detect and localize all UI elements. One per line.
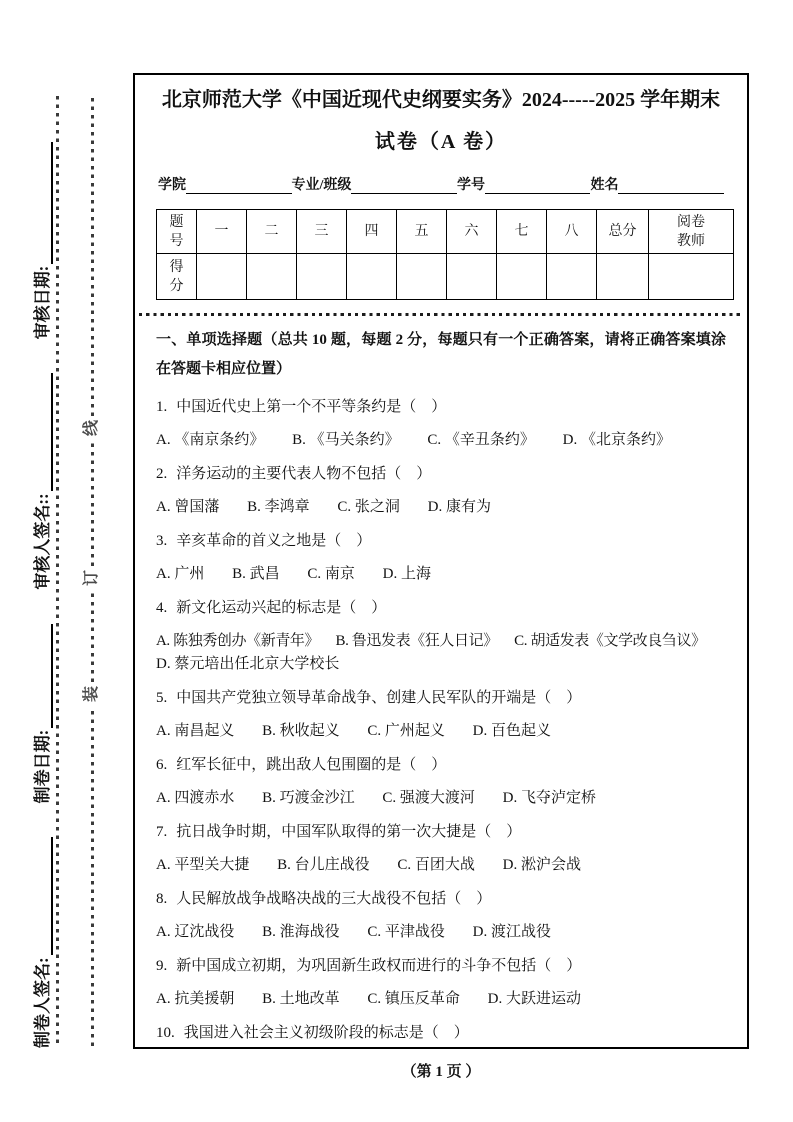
question-options xyxy=(156,922,726,943)
score-table-score-row xyxy=(157,254,734,300)
option-c: C. 平津战役 xyxy=(367,924,445,940)
section-heading: 一、单项选择题（总共 10 题，每题 2 分，每题只有一个正确答案，请将正确答案填涂在答题卡相应位置） xyxy=(156,332,726,377)
binding-char-zhuang: 装 xyxy=(83,685,100,702)
score-col-2: 二 xyxy=(247,210,297,254)
seal-dotted-line xyxy=(56,96,59,1046)
question-options-continued xyxy=(156,654,726,675)
score-col-8: 八 xyxy=(547,210,597,254)
option-b: B. 土地改革 xyxy=(262,991,340,1007)
binding-dots xyxy=(91,96,94,416)
seal-label-review-date xyxy=(28,142,53,340)
field-student-id-label: 学号 xyxy=(456,178,485,193)
option-d: D. 大跃进运动 xyxy=(487,991,581,1007)
exam-sheet xyxy=(133,73,749,1049)
question-4 xyxy=(156,598,726,675)
question-options xyxy=(156,430,726,451)
option-c: C. 胡适发表《文学改良刍议》 xyxy=(514,633,706,649)
field-name xyxy=(590,174,724,194)
score-row-header: 得分 xyxy=(157,254,197,300)
score-col-5: 五 xyxy=(397,210,447,254)
score-cell xyxy=(649,254,734,300)
question-options xyxy=(156,989,726,1010)
seal-label-text: 制卷人签名: xyxy=(32,957,52,1048)
option-c: C. 镇压反革命 xyxy=(367,991,460,1007)
date-blank xyxy=(38,624,53,728)
question-number: 10. xyxy=(156,1025,175,1041)
seal-label-text: 审核日期: xyxy=(32,265,52,340)
binding-dots xyxy=(91,440,94,566)
option-b: B. 台儿庄战役 xyxy=(277,857,370,873)
option-d: D. 蔡元培出任北京大学校长 xyxy=(156,656,340,672)
score-cell xyxy=(247,254,297,300)
question-section xyxy=(156,326,726,1044)
student-info-line xyxy=(156,174,726,194)
question-stem: 新文化运动兴起的标志是（ ） xyxy=(176,600,387,616)
question-7 xyxy=(156,822,726,876)
score-cell xyxy=(597,254,649,300)
exam-title-line2: 试卷（A 卷） xyxy=(374,131,508,153)
question-number: 5. xyxy=(156,690,168,706)
score-col-6: 六 xyxy=(447,210,497,254)
question-stem: 我国进入社会主义初级阶段的标志是（ ） xyxy=(183,1025,469,1041)
field-name-blank xyxy=(618,180,724,194)
question-stem: 人民解放战争战略决战的三大战役不包括（ ） xyxy=(176,891,492,907)
binding-char-ding: 订 xyxy=(83,569,100,586)
signature-blank xyxy=(38,373,53,491)
option-b: B. 鲁迅发表《狂人日记》 xyxy=(335,633,498,649)
question-number: 9. xyxy=(156,958,168,974)
question-options xyxy=(156,721,726,742)
option-d: D. 淞沪会战 xyxy=(502,857,581,873)
question-options xyxy=(156,564,726,585)
question-number: 8. xyxy=(156,891,168,907)
seal-label-text: 审核人签名:: xyxy=(32,493,52,590)
dotted-separator xyxy=(139,313,743,316)
option-a: A. 陈独秀创办《新青年》 xyxy=(156,633,320,649)
option-d: D. 上海 xyxy=(382,566,431,582)
option-a: A. 曾国藩 xyxy=(156,499,220,515)
question-number: 2. xyxy=(156,466,168,482)
field-student-id-blank xyxy=(485,180,591,194)
field-major-class-blank xyxy=(351,180,457,194)
option-b: B. 秋收起义 xyxy=(262,723,340,739)
field-name-label: 姓名 xyxy=(590,178,619,193)
binding-dots xyxy=(91,590,94,682)
question-stem: 抗日战争时期，中国军队取得的第一次大捷是（ ） xyxy=(176,824,522,840)
option-a: A. 平型关大捷 xyxy=(156,857,250,873)
question-9 xyxy=(156,956,726,1010)
field-college-label: 学院 xyxy=(158,178,186,193)
question-stem: 辛亥革命的首义之地是（ ） xyxy=(176,533,372,549)
question-stem: 新中国成立初期，为巩固新生政权而进行的斗争不包括（ ） xyxy=(176,958,582,974)
field-college-blank xyxy=(186,180,292,194)
option-c: C. 强渡大渡河 xyxy=(382,790,475,806)
score-col-grader: 阅卷教师 xyxy=(649,210,734,254)
question-stem: 中国近代史上第一个不平等条约是（ ） xyxy=(176,399,447,415)
option-a: A. 广州 xyxy=(156,566,205,582)
option-a: A. 南昌起义 xyxy=(156,723,235,739)
question-8 xyxy=(156,889,726,943)
question-options xyxy=(156,497,726,518)
question-3 xyxy=(156,531,726,585)
page-number-footer: （第 1 页 ） xyxy=(401,1064,481,1080)
binding-line xyxy=(79,96,105,1046)
binding-char-xian: 线 xyxy=(83,419,100,436)
option-c: C. 广州起义 xyxy=(367,723,445,739)
question-options xyxy=(156,788,726,809)
seal-label-maker-signature xyxy=(28,837,53,1048)
score-col-total: 总分 xyxy=(597,210,649,254)
seal-label-reviewer-signature xyxy=(28,373,53,589)
question-5 xyxy=(156,688,726,742)
field-major-class-label: 专业/班级 xyxy=(291,178,352,193)
score-cell xyxy=(447,254,497,300)
option-c: C. 百团大战 xyxy=(397,857,475,873)
option-a: A. 《南京条约》 xyxy=(156,432,265,448)
option-c: C. 张之洞 xyxy=(337,499,400,515)
score-table-header-row xyxy=(157,210,734,254)
option-c: C. 《辛丑条约》 xyxy=(427,432,535,448)
field-college xyxy=(158,174,292,194)
question-number: 6. xyxy=(156,757,168,773)
seal-label-text: 制卷日期: xyxy=(32,729,52,804)
question-number: 1. xyxy=(156,399,168,415)
question-number: 7. xyxy=(156,824,168,840)
option-d: D. 康有为 xyxy=(427,499,491,515)
signature-blank xyxy=(38,837,53,955)
question-options xyxy=(156,631,726,652)
option-c: C. 南京 xyxy=(307,566,355,582)
exam-title-line1: 北京师范大学《中国近现代史纲要实务》2024-----2025 学年期末 xyxy=(161,89,721,111)
option-b: B. 武昌 xyxy=(232,566,280,582)
question-stem: 洋务运动的主要代表人物不包括（ ） xyxy=(176,466,432,482)
question-6 xyxy=(156,755,726,809)
score-cell xyxy=(297,254,347,300)
question-number: 4. xyxy=(156,600,168,616)
score-col-7: 七 xyxy=(497,210,547,254)
date-blank xyxy=(38,142,53,264)
option-a: A. 辽沈战役 xyxy=(156,924,235,940)
option-d: D. 飞夺泸定桥 xyxy=(502,790,596,806)
option-a: A. 抗美援朝 xyxy=(156,991,235,1007)
score-cell xyxy=(197,254,247,300)
question-stem: 中国共产党独立领导革命战争、创建人民军队的开端是（ ） xyxy=(176,690,582,706)
score-col-4: 四 xyxy=(347,210,397,254)
option-d: D. 《北京条约》 xyxy=(562,432,671,448)
question-10 xyxy=(156,1023,726,1044)
score-cell xyxy=(497,254,547,300)
option-b: B. 《马关条约》 xyxy=(292,432,400,448)
question-number: 3. xyxy=(156,533,168,549)
seal-line-labels xyxy=(22,123,58,1048)
option-b: B. 淮海战役 xyxy=(262,924,340,940)
question-stem: 红军长征中，跳出敌人包围圈的是（ ） xyxy=(176,757,447,773)
seal-label-maker-date xyxy=(28,624,53,804)
option-d: D. 渡江战役 xyxy=(472,924,551,940)
score-cell xyxy=(547,254,597,300)
score-col-1: 一 xyxy=(197,210,247,254)
option-b: B. 李鸿章 xyxy=(247,499,310,515)
option-a: A. 四渡赤水 xyxy=(156,790,235,806)
field-student-id xyxy=(457,174,591,194)
binding-dots xyxy=(91,706,94,1046)
score-cell xyxy=(347,254,397,300)
question-2 xyxy=(156,464,726,518)
option-d: D. 百色起义 xyxy=(472,723,551,739)
field-major-class xyxy=(292,174,457,194)
option-b: B. 巧渡金沙江 xyxy=(262,790,355,806)
score-table xyxy=(156,209,734,300)
score-col-3: 三 xyxy=(297,210,347,254)
score-table-corner: 题号 xyxy=(157,210,197,254)
score-cell xyxy=(397,254,447,300)
question-1 xyxy=(156,397,726,451)
question-options xyxy=(156,855,726,876)
